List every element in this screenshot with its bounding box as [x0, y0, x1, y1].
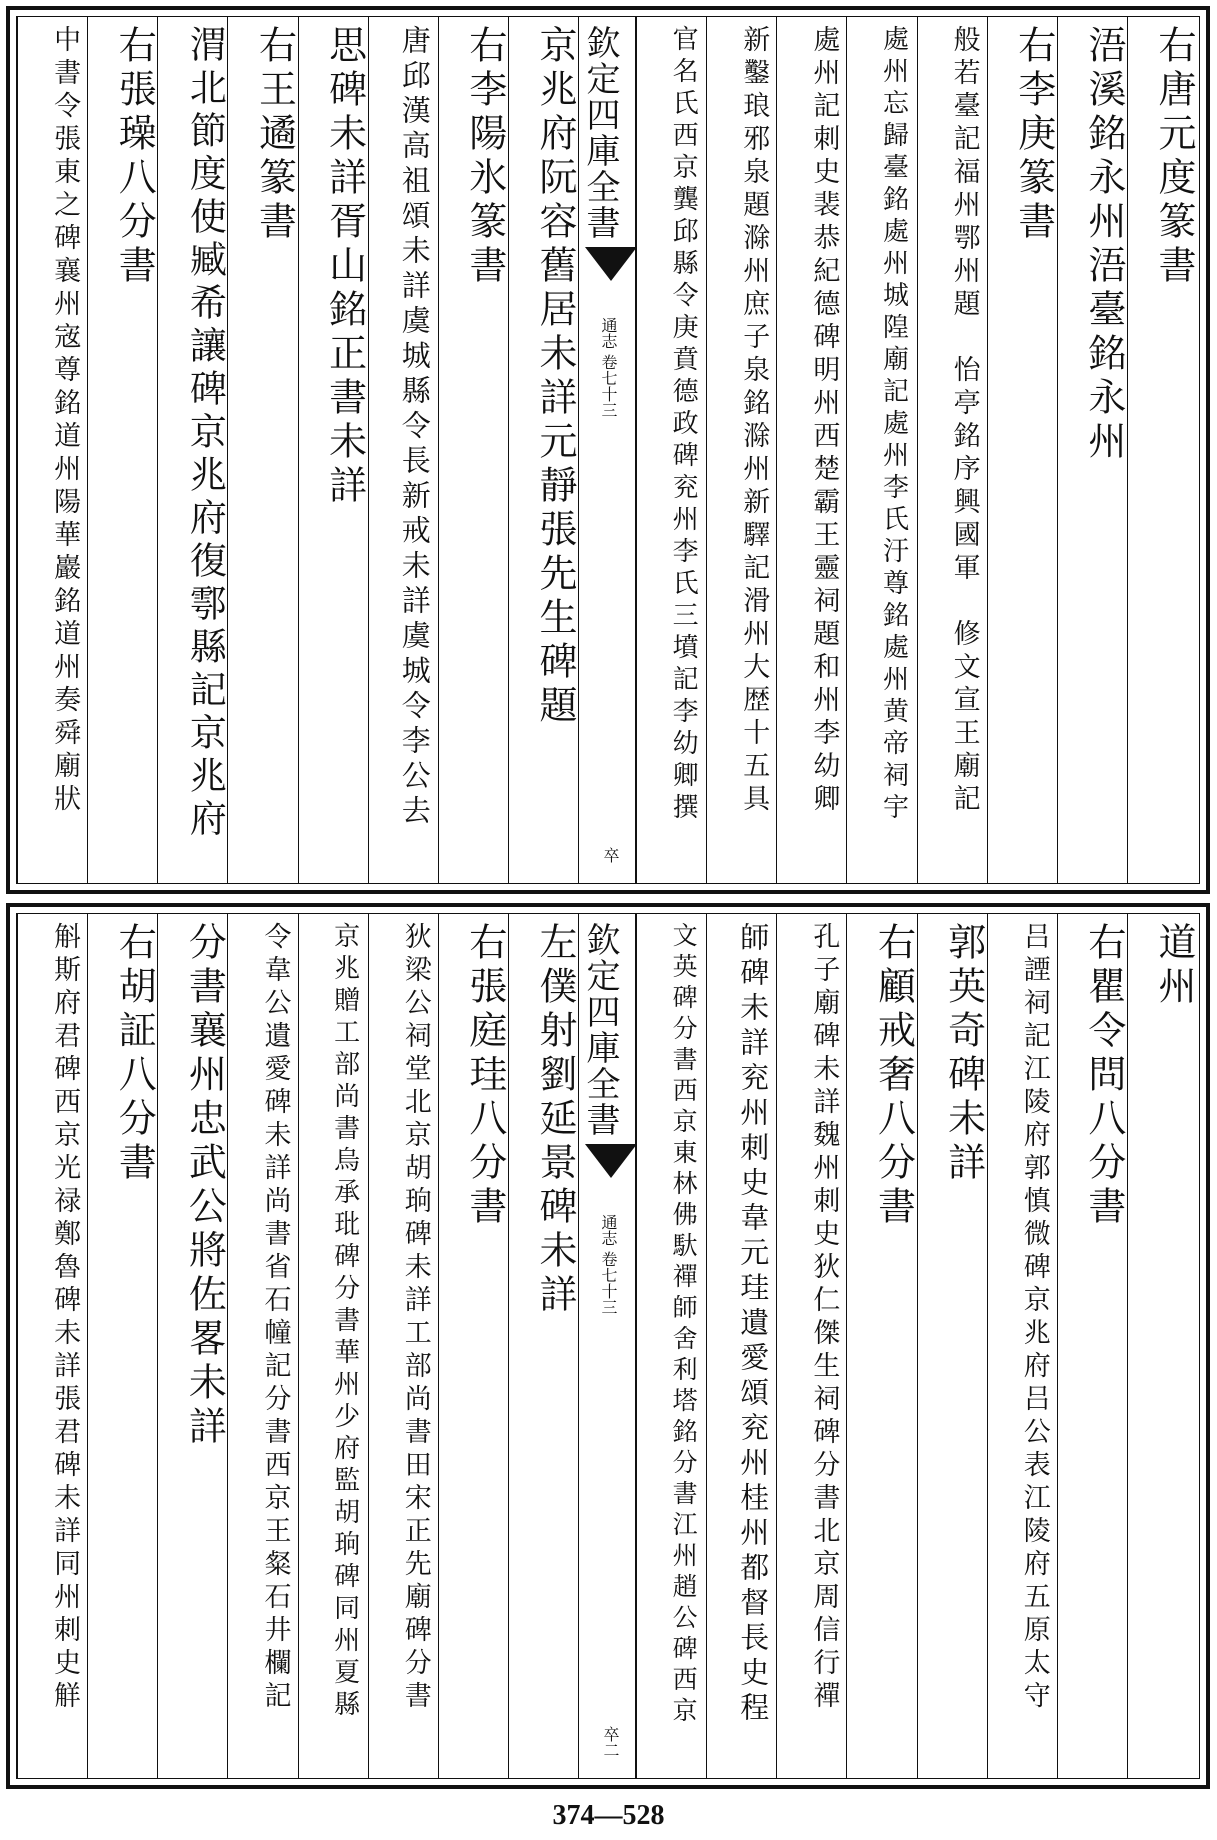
column-text: 右顧戒奢八分書: [871, 922, 916, 1230]
text-column: [17, 914, 87, 1778]
text-column: [776, 17, 846, 883]
column-text: 郭英奇碑未詳: [941, 922, 986, 1186]
column-text: 京兆府阮容舊居未詳元靜張先生碑題: [533, 25, 577, 729]
top-page-inner: [16, 16, 1200, 884]
column-text: 唐邱漢高祖頌未詳虞城縣令長新戒未詳虞城令李公去: [397, 25, 432, 830]
text-column: [917, 17, 987, 883]
text-column: [508, 17, 578, 883]
folio-number: 卒: [601, 847, 620, 863]
text-column: [368, 17, 438, 883]
text-column: [1127, 914, 1197, 1778]
text-column: [706, 17, 776, 883]
text-column: [508, 914, 578, 1778]
top-page-frame: [6, 6, 1210, 894]
text-column: [1057, 914, 1127, 1778]
text-column: [706, 914, 776, 1778]
column-text: 孔子廟碑未詳魏州刺史狄仁傑生祠碑分書北京周信行禪: [808, 922, 840, 1714]
volume-tag: 通志 卷七十三: [599, 317, 618, 419]
column-text: 狄梁公祠堂北京胡珦碑未詳工部尚書田宋正先廟碑分書: [399, 922, 431, 1714]
bottom-page-inner: [16, 913, 1200, 1779]
column-text: 處州記刺史裴恭紀德碑明州西楚霸王靈祠題和州李幼卿: [808, 25, 840, 817]
folio-number: 卒二: [601, 1726, 620, 1758]
column-text: 中書令張東之碑襄州宼尊銘道州陽華巖銘道州奏舜廟狀: [49, 25, 81, 817]
text-column: [438, 17, 508, 883]
column-text: 渭北節度使臧希讓碑京兆府復鄠縣記京兆府: [183, 25, 227, 842]
text-column: [87, 17, 157, 883]
text-column: [846, 914, 916, 1778]
text-column: [157, 17, 227, 883]
book-title: 欽定四庫全書: [580, 25, 620, 241]
page-gutter: [578, 914, 636, 1778]
column-text: 右李庚篆書: [1011, 25, 1056, 245]
text-column: [298, 914, 368, 1778]
column-text: 京兆贈工部尚書烏承玭碑分書華州少府監胡珦碑同州夏縣: [329, 922, 360, 1722]
text-column: [987, 17, 1057, 883]
column-text: 官名氏西京龔邱縣令庚賁德政碑兖州李氏三墳記李幼卿撰: [668, 25, 699, 825]
column-text: 文英碑分書西京東林佛馱禪師舍利塔銘分書江州趙公碑西京: [669, 922, 699, 1728]
text-column: [87, 914, 157, 1778]
text-column: [987, 914, 1057, 1778]
text-column: [636, 17, 706, 883]
text-column: [1127, 17, 1197, 883]
text-column: [17, 17, 87, 883]
column-text: 右胡証八分書: [112, 922, 157, 1186]
text-column: [157, 914, 227, 1778]
column-text: 般若臺記福州鄂州題 怡亭銘序興國軍 修文宣王廟記: [948, 25, 980, 817]
text-column: [438, 914, 508, 1778]
text-column: [227, 17, 297, 883]
column-text: 右王遹篆書: [252, 25, 297, 245]
column-text: 浯溪銘永州浯臺銘永州: [1081, 25, 1126, 465]
column-text: 令韋公遺愛碑未詳尚書省石幢記分書西京王粲石井欄記: [259, 922, 291, 1714]
column-text: 左僕射劉延景碑未詳: [533, 922, 577, 1318]
column-text: 思碑未詳胥山銘正書未詳: [322, 25, 367, 509]
text-column: [368, 914, 438, 1778]
column-text: 處州忘歸臺銘處州城隍廟記處州李氏汙尊銘處州黄帝祠宇: [878, 25, 909, 825]
column-text: 右唐元度篆書: [1152, 25, 1196, 289]
column-text: 右李陽氷篆書: [462, 25, 507, 289]
page-gutter: [578, 17, 636, 883]
column-text: 新鑿琅邪泉題滁州庶子泉銘滁州新驛記滑州大歴十五具: [738, 25, 770, 817]
column-text: 師碑未詳兖州刺史韋元珪遺愛頌兖州桂州都督長史程: [736, 922, 771, 1727]
column-text: 道州: [1152, 922, 1196, 1010]
volume-tag: 通志 卷七十三: [599, 1214, 618, 1316]
fish-tail-mark: [585, 1144, 637, 1178]
page-number-footer: 374—528: [552, 1800, 665, 1831]
text-column: [776, 914, 846, 1778]
fish-tail-mark: [585, 247, 637, 281]
text-column: [636, 914, 706, 1778]
book-title: 欽定四庫全書: [580, 922, 620, 1138]
text-column: [298, 17, 368, 883]
column-text: 右張庭珪八分書: [462, 922, 507, 1230]
text-column: [1057, 17, 1127, 883]
text-column: [917, 914, 987, 1778]
column-text: 吕諲祠記江陵府郭慎微碑京兆府吕公表江陵府五原太守: [1018, 922, 1050, 1714]
text-column: [846, 17, 916, 883]
column-text: 右張璪八分書: [112, 25, 157, 289]
column-text: 分書襄州忠武公將佐畧未詳: [182, 922, 227, 1450]
column-text: 斛斯府君碑西京光禄鄭魯碑未詳張君碑未詳同州刺史觧: [49, 922, 81, 1714]
column-text: 右瞿令問八分書: [1081, 922, 1126, 1230]
text-column: [227, 914, 297, 1778]
bottom-page-frame: [6, 903, 1210, 1789]
